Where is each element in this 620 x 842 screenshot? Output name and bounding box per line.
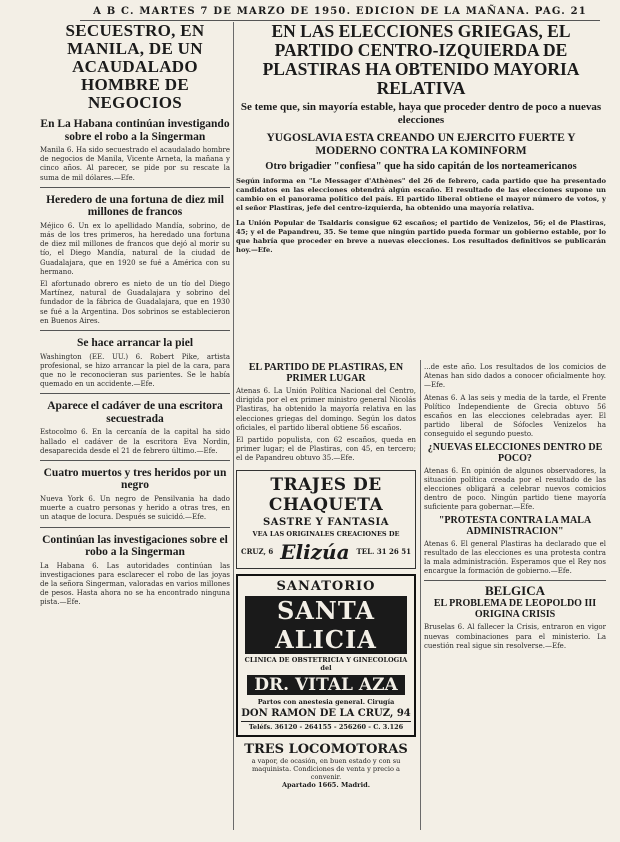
ad-locomotives-text: a vapor, de ocasión, en buen estado y con su maquinista. Condiciones de venta y precio a convenir. bbox=[251, 756, 401, 781]
ad-suits-footer bbox=[237, 538, 415, 568]
robbery-subhead: Continúan las investigaciones sobre el robo a la Singerman bbox=[42, 533, 228, 559]
protest-paragraph: Atenas 6. El general Plastiras ha declarado que el resultado de las elecciones es una protesta contra la mala administración. Esperamos que el Rey nos encargue la formación de gobierno.—Efe. bbox=[424, 539, 606, 576]
ad-suits-phone: TEL. 31 26 51 bbox=[356, 547, 411, 557]
divider bbox=[40, 330, 230, 331]
locomotives-advertisement bbox=[236, 742, 416, 789]
robbery-paragraph: La Habana 6. Las autoridades continúan las investigaciones para esclarecer el robo de las joyas de la señora Singerman, valoradas en varios millones de pesos. Hasta ahora no se ha encontrado ninguna pista.—Efe. bbox=[40, 561, 230, 607]
greek-deck: Se teme que, sin mayoría estable, haya que proceder dentro de poco a nuevas elecciones bbox=[240, 101, 602, 126]
ad-suits-title: TRAJES DE CHAQUETA bbox=[268, 474, 384, 515]
ad-sanatorium-phones: Teléfs. 36120 - 264155 - 256260 - C. 3.126 bbox=[241, 721, 411, 731]
ad-sanatorium-doctor: DR. VITAL AZA bbox=[247, 675, 405, 695]
plastiras-subhead: EL PARTIDO DE PLASTIRAS, EN PRIMER LUGAR bbox=[248, 362, 404, 384]
suits-advertisement bbox=[236, 470, 416, 569]
divider bbox=[40, 460, 230, 461]
manila-paragraph: Manila 6. Ha sido secuestrado el acaudalado hombre de negocios de Manila, Vicente Arneta, la mañana y cinco años. Al parecer, se pide por su rescate la suma de mil dólares.—Efe. bbox=[40, 146, 230, 182]
page-header: A B C. MARTES 7 DE MARZO DE 1950. EDICION DE LA MAÑANA. PAG. 21 bbox=[80, 6, 600, 21]
ad-locomotives-title: TRES LOCOMOTORAS bbox=[244, 741, 408, 757]
ad-suits-address: CRUZ, 6 bbox=[241, 547, 274, 557]
ad-suits-subtitle: SASTRE Y FANTASIA bbox=[263, 516, 389, 528]
belgium-paragraph: Bruselas 6. Al fallecer la Crisis, entraron en vigor nuevas combinaciones para el ministerio. La cuestión real sigue sin resolverse.—Efe. bbox=[424, 623, 606, 650]
greek-body-1: Según informa en "Le Messager d'Athènes" del 26 de febrero, cada partido que ha presentado candidatos en las elecciones obtendrá algún escaño. El resultado de las elecciones supone un cambio en el panorama político del país. El partido liberal obtiene el mayor número de votos, y el señor Plastiras, jefe del centro-izquierda, ha obtenido una mayoría relativa. bbox=[236, 177, 606, 212]
belgium-heading: BELGICA bbox=[485, 583, 545, 599]
results-paragraph: ...de este año. Los resultados de los comicios de Atenas han sido dados a conocer oficialmente hoy.—Efe. bbox=[424, 363, 606, 390]
right-column bbox=[424, 360, 606, 830]
plastiras-paragraph-2: El partido populista, con 62 escaños, queda en primer lugar; el de Plastiras, con 45, en tercero; el de Papandreu obtuvo 35.—Efe. bbox=[236, 436, 416, 463]
leopold-subhead: EL PROBLEMA DE LEOPOLDO III ORIGINA CRISIS bbox=[433, 598, 597, 621]
greek-headline: EN LAS ELECCIONES GRIEGAS, EL PARTIDO CENTRO-IZQUIERDA DE PLASTIRAS HA OBTENIDO MAYORIA RELATIVA bbox=[262, 22, 580, 98]
protest-subhead: "PROTESTA CONTRA LA MALA ADMINISTRACION" bbox=[438, 514, 592, 537]
skin-subhead: Se hace arrancar la piel bbox=[76, 337, 194, 350]
ad-sanatorium-address: DON RAMON DE LA CRUZ, 94 bbox=[241, 707, 411, 719]
deaths-subhead: Cuatro muertos y tres heridos por un negro bbox=[43, 466, 227, 492]
skin-paragraph: Washington (EE. UU.) 6. Robert Pike, artista profesional, se hizo arrancar la piel de la cara, para que no le reconocieran sus parientes. Se le había quemado en un accidente.—Efe. bbox=[40, 352, 230, 389]
divider bbox=[40, 393, 230, 394]
ad-locomotives-address: Apartado 1665. Madrid. bbox=[281, 780, 371, 789]
ad-sanatorium-line: CLINICA DE OBSTETRICIA Y GINECOLOGIA bbox=[244, 655, 408, 664]
greek-body-2: La Unión Popular de Tsaldaris consigue 62 escaños; el partido de Venizelos, 56; el de Plastiras, 45; y el de Papandreu, 35. Se teme que ningún partido pueda formar un gobierno estable, por lo que habría que proceder en breve a nuevas elecciones. Los resultados definitivos se publicarán hoy.—Efe. bbox=[236, 219, 606, 255]
front-paragraph: Atenas 6. A las seis y media de la tarde, el Frente Político Independiente de Grecia obtuvo 56 escaños en las elecciones celebradas ayer. El partido liberal de Sófocles Venizelos ha conseguido el segundo puesto. bbox=[424, 393, 606, 439]
ad-suits-line: VEA LAS ORIGINALES CREACIONES DE bbox=[252, 529, 400, 538]
yugoslavia-subhead: Otro brigadier "confiesa" que ha sido capitán de los norteamericanos bbox=[265, 161, 577, 172]
fortune-paragraph: Méjico 6. Un ex lo apellidado Mandía, sobrino, de más de los tres primeros, ha heredado una fortuna de diez mil millones de francos que dejó al morir su tío, el Diego Mandía, natural de la ciudad de Guadalajara, que en 1920 se fué a América con su hermano. bbox=[40, 221, 230, 276]
new-elections-subhead: ¿NUEVAS ELECCIONES DENTRO DE POCO? bbox=[427, 441, 603, 464]
ad-sanatorium-del: del bbox=[320, 663, 332, 672]
manila-headline: SECUESTRO, EN MANILA, DE UN ACAUDALADO HOMBRE DE NEGOCIOS bbox=[65, 22, 205, 112]
new-elections-paragraph: Atenas 6. En opinión de algunos observadores, la situación política creada por el resultado de las elecciones obligará a celebrar nuevos comicios dentro de poco. Ningún partido tiene mayoría suficiente para gobernar.—Efe. bbox=[424, 466, 606, 512]
fortune-subhead: Heredero de una fortuna de diez mil millones de francos bbox=[46, 193, 224, 219]
divider bbox=[40, 527, 230, 528]
sanatorium-advertisement bbox=[236, 574, 416, 737]
divider bbox=[424, 580, 606, 581]
writer-paragraph: Estocolmo 6. En la cercanía de la capital ha sido hallado el cadáver de la escritora Eva Nordin, desaparecida desde el 21 de febrero último.—Efe. bbox=[40, 428, 230, 455]
plastiras-paragraph: Atenas 6. La Unión Política Nacional del Centro, dirigida por el ex primer ministro general Nicolás Plastiras, ha obtenido la mayoría relativa en las elecciones griegas del domingo. Según los datos oficiales, el partido liberal obtiene 56 escaños. bbox=[236, 387, 416, 432]
deaths-paragraph: Nueva York 6. Un negro de Pensilvania ha dado muerte a cuatro personas y herido a otras tres, en un ataque de locura. Después se suicidó.—Efe. bbox=[40, 494, 230, 522]
ad-suits-brand: Elizúa bbox=[280, 539, 350, 564]
ad-sanatorium-name: SANTA ALICIA bbox=[245, 596, 407, 654]
middle-column bbox=[236, 360, 416, 830]
divider bbox=[40, 187, 230, 188]
ad-sanatorium-title: SANATORIO bbox=[276, 578, 376, 594]
column-rule bbox=[420, 360, 421, 830]
yugoslavia-headline: YUGOSLAVIA ESTA CREANDO UN EJERCITO FUERTE Y MODERNO CONTRA LA KOMINFORM bbox=[266, 132, 576, 157]
ad-sanatorium-line-2: Partos con anestesia general. Cirugía bbox=[257, 697, 395, 706]
column-rule bbox=[233, 22, 234, 830]
fortune-paragraph-2: El afortunado obrero es nieto de un tío del Diego Martínez, natural de Guadalajara y sobrino del fundador de la fábrica de Guadalajara, que en 1930 se fué a la Argentina. Dos sobrinos se establecieron en Buenos Aires. bbox=[40, 280, 230, 325]
habana-subhead: En La Habana continúan investigando sobre el robo a la Singerman bbox=[40, 118, 230, 143]
writer-subhead: Aparece el cadáver de una escritora secuestrada bbox=[47, 400, 223, 425]
left-column bbox=[40, 22, 230, 822]
greek-elections-story bbox=[236, 22, 606, 262]
